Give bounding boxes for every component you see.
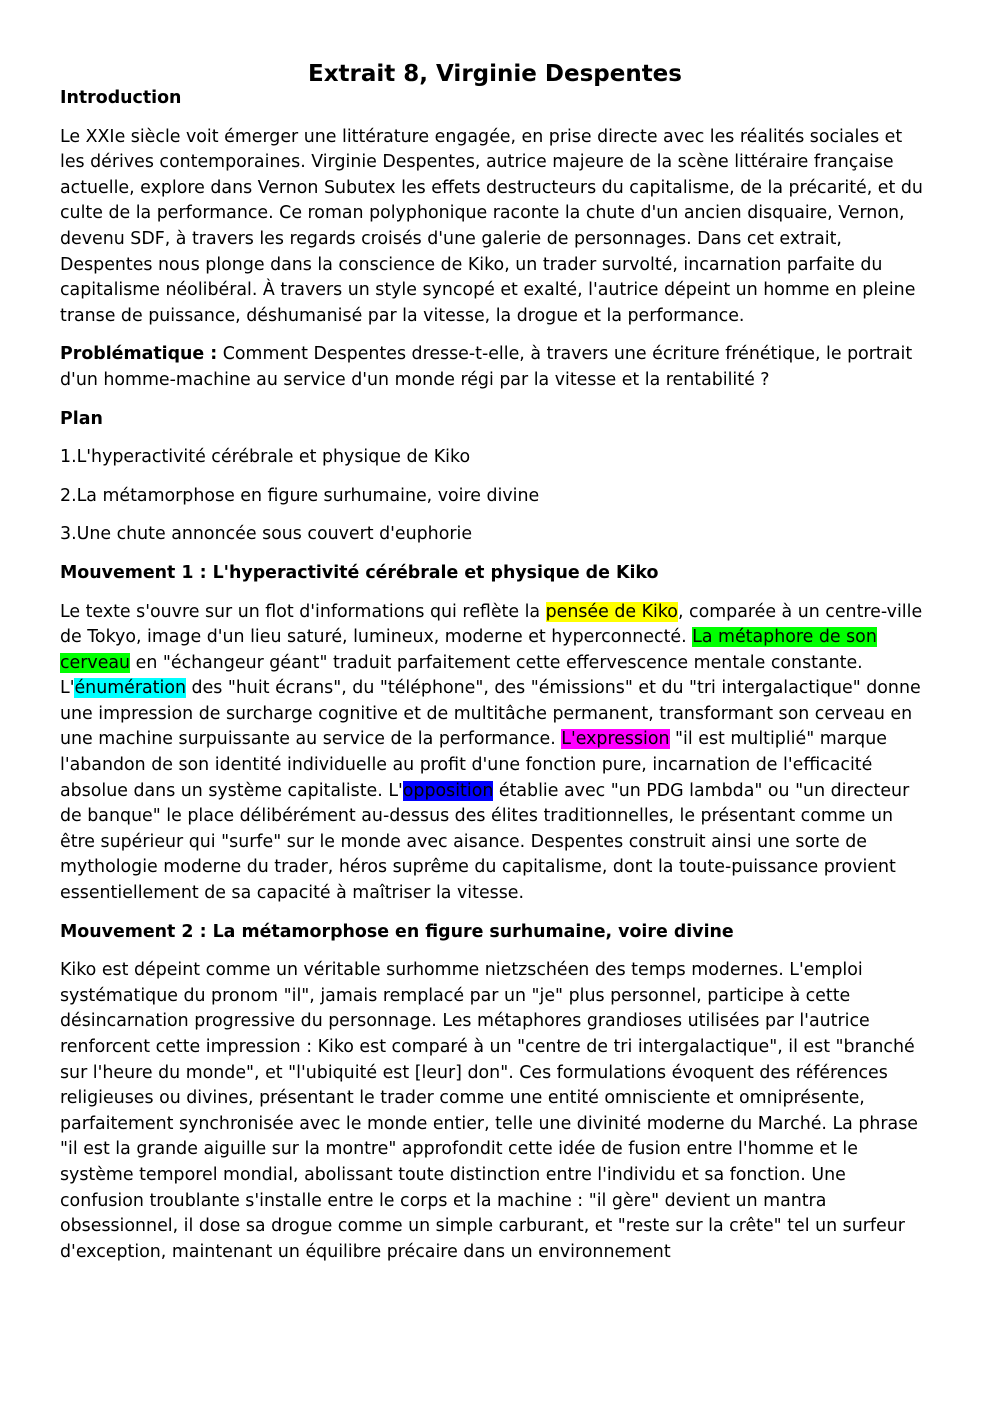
text-segment: des "huit écrans", du "téléphone", des "émissions" et du "tri intergalactique" donne une impression de surcharge cognitive et de multitâche permanent, transformant son cerveau en une machine surpuissante au service de la performance. — [60, 678, 921, 750]
problematique-text: Comment Despentes dresse-t-elle, à travers une écriture frénétique, le portrait d'un homme-machine au service d'un monde régi par la vitesse et la rentabilité ? — [60, 344, 913, 390]
intro-paragraph: Le XXIe siècle voit émerger une littérature engagée, en prise directe avec les réalités sociales et les dérives contemporaines. Virginie Despentes, autrice majeure de la scène littéraire française actuelle, explore dans Vernon Subutex les effets destructeurs du capitalisme, de la précarité, et du culte de la performance. Ce roman polyphonique raconte la chute d'un ancien disquaire, Vernon, devenu SDF, à travers les regards croisés d'une galerie de personnages. Dans cet extrait, Despentes nous plonge dans la conscience de Kiko, un trader survolté, incarnation parfaite du capitalisme néolibéral. À travers un style syncopé et exalté, l'autrice dépeint un homme en pleine transe de puissance, déshumanisé par la vitesse, la drogue et la performance. — [60, 126, 923, 326]
document-page — [60, 58, 930, 1278]
text-segment: "il est multiplié" marque l'abandon de son identité individuelle au profit d'une fonction pure, incarnation de l'efficacité absolue dans un système capitaliste. L' — [60, 729, 887, 801]
intro-heading: Introduction — [60, 88, 182, 108]
highlight-magenta: L'expression — [561, 729, 670, 750]
highlight-green: La métaphore de son cerveau — [60, 627, 877, 673]
text-segment: établie avec "un PDG lambda" ou "un directeur de banque" le place délibérément au-dessus des élites traditionnelles, le présentant comme un être supérieur qui "surfe" sur le monde avec aisance. Despentes construit ainsi une sorte de mythologie moderne du trader, héros suprême du capitalisme, dont la toute-puissance provient essentiellement de sa capacité à maîtriser la vitesse. — [60, 780, 910, 904]
problematique-label: Problématique : — [60, 344, 218, 365]
plan-item: 1.L'hyperactivité cérébrale et physique de Kiko — [60, 447, 471, 468]
mouvement1-paragraph — [60, 600, 930, 907]
mouvement2-heading: Mouvement 2 : La métamorphose en figure surhumaine, voire divine — [60, 921, 734, 942]
highlight-cyan: énumération — [74, 678, 186, 699]
document-title: Extrait 8, Virginie Despentes — [308, 61, 682, 87]
mouvement1-heading: Mouvement 1 : L'hyperactivité cérébrale et physique de Kiko — [60, 562, 659, 583]
problematique-paragraph — [60, 342, 930, 393]
plan-heading: Plan — [60, 408, 103, 429]
plan-item: 2.La métamorphose en figure surhumaine, voire divine — [60, 485, 540, 506]
text-segment: en "échangeur géant" traduit parfaitement cette effervescence mentale constante. L' — [60, 652, 863, 699]
highlight-yellow: pensée de Kiko — [545, 601, 678, 622]
mouvement2-paragraph: Kiko est dépeint comme un véritable surhomme nietzschéen des temps modernes. L'emploi systématique du pronom "il", jamais remplacé par un "je" plus personnel, participe à cette désincarnation progressive du personnage. Les métaphores grandioses utilisées par l'autrice renforcent cette impression : Kiko est comparé à un "centre de tri intergalactique", il est "branché sur l'heure du monde", et "l'ubiquité est [leur] don". Ces formulations évoquent des références religieuses ou divines, présentant le trader comme une entité omnisciente et omniprésente, parfaitement synchronisée avec le monde entier, telle une divinité moderne du Marché. La phrase "il est la grande aiguille sur la montre" approfondit cette idée de fusion entre l'homme et le système temporel mondial, abolissant toute distinction entre l'individu et sa fonction. Une confusion troublante s'installe entre le corps et la machine : "il gère" devient un mantra obsessionnel, il dose sa drogue comme un simple carburant, et "reste sur la crête" tel un surfeur d'exception, maintenant un équilibre précaire dans un environnement — [60, 960, 918, 1262]
highlight-blue: opposition — [402, 780, 494, 801]
text-segment: , comparée à un centre-ville de Tokyo, image d'un lieu saturé, lumineux, moderne et hyperconnecté. — [60, 601, 923, 648]
plan-item: 3.Une chute annoncée sous couvert d'euphorie — [60, 524, 473, 545]
text-segment: Le texte s'ouvre sur un flot d'informations qui reflète la — [60, 601, 546, 622]
